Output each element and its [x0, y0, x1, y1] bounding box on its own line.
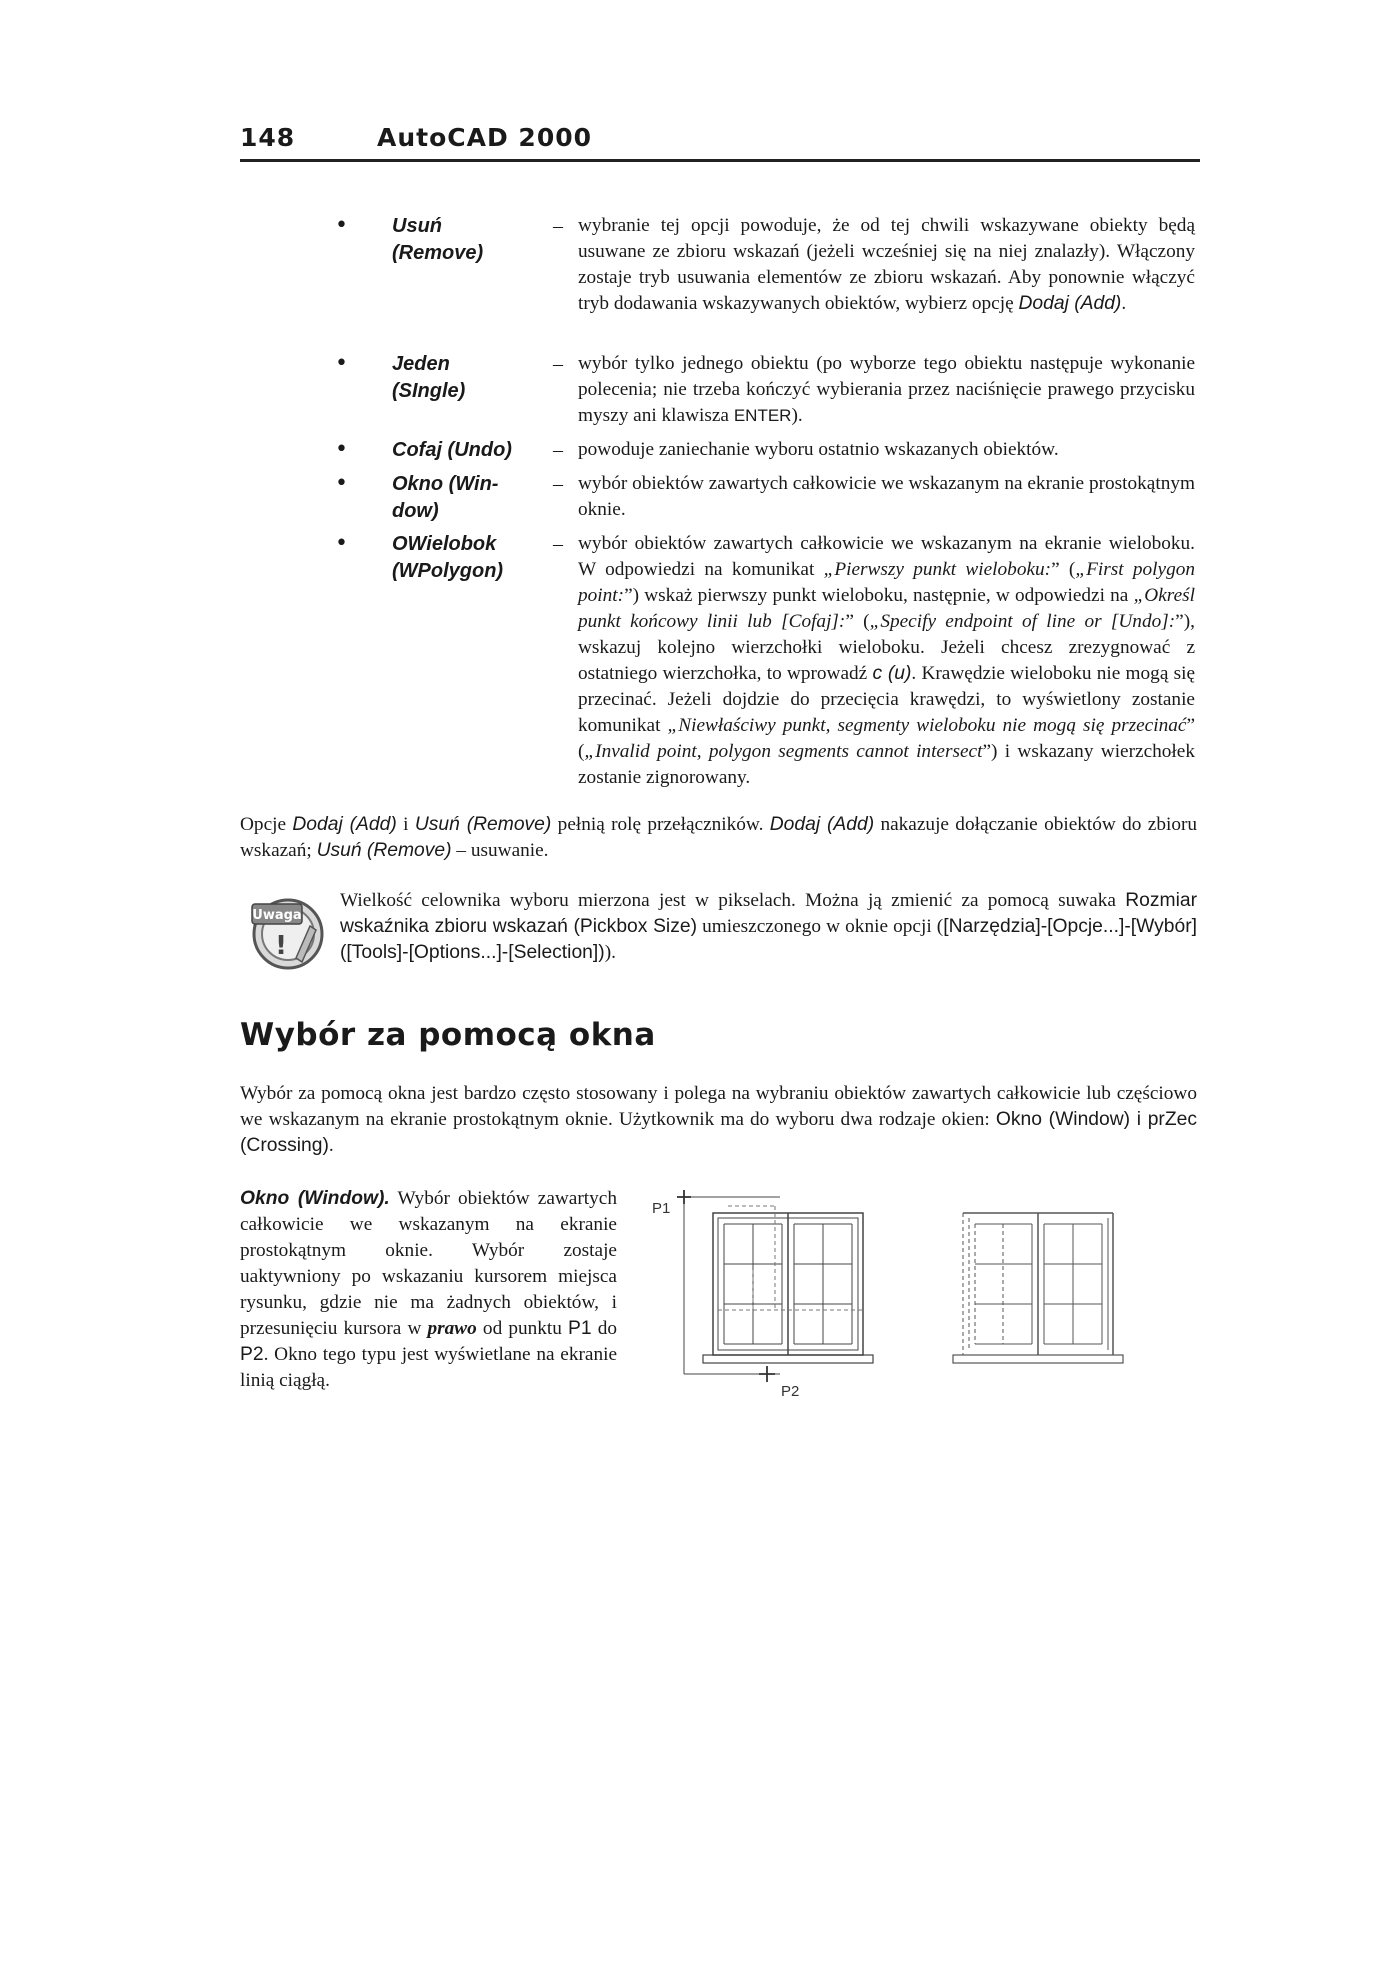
option-list — [335, 213, 1197, 799]
book-title: AutoCAD 2000 — [377, 123, 593, 152]
list-item — [335, 437, 1197, 463]
note-box — [240, 888, 1200, 998]
dash: – — [553, 353, 563, 375]
option-term: OWielobok (WPolygon) — [392, 533, 504, 582]
dashed-window-box — [718, 1206, 865, 1310]
option-description: wybór obiektów zawartych całkowicie we wskazanym na ekranie wieloboku. W odpowiedzi na komunikat „Pierwszy punkt wieloboku:” („First polygon point:”) wskaż pierwszy punkt wieloboku, następnie, w odpowiedzi na „Określ punkt końcowy linii lub [Cofaj]:” („Specify endpoint of line or [Undo]:”), wskazuj kolejno wierzchołki wieloboku. Jeżeli chcesz zrezygnować z ostatniego wierzchołka, to wprowadź c (u). Krawędzie wieloboku nie mogą się przecinać. Jeżeli dojdzie do przecięcia krawędzi, to wyświetlony zostanie komunikat „Niewłaściwy punkt, segmenty wieloboku nie mogą się przecinać” („Invalid point, polygon segments cannot intersect”) i wskazany wierzchołek zostanie zignorowany. — [578, 533, 1196, 788]
dash: – — [553, 215, 563, 237]
option-term: Cofaj (Undo) — [392, 439, 512, 461]
list-item — [335, 351, 1197, 429]
option-description: wybór obiektów zawartych całkowicie we wskazanym na ekranie prostokątnym oknie. — [578, 473, 1195, 520]
warning-icon — [248, 892, 328, 972]
svg-text:!: ! — [275, 931, 287, 961]
option-term: Usuń (Remove) — [392, 215, 484, 264]
list-item — [335, 531, 1197, 791]
bullet: • — [335, 351, 348, 376]
window-drawing-left — [703, 1213, 873, 1363]
label-p2: P2 — [781, 1383, 800, 1400]
window-selection-figure — [640, 1180, 1200, 1400]
label-p1: P1 — [652, 1200, 671, 1217]
dash: – — [553, 533, 563, 555]
option-description: wybranie tej opcji powoduje, że od tej chwili wskazywane obiekty będą usuwane ze zbioru wskazań (jeżeli wcześniej się na niej znalazły). Włączony zostaje tryb usuwania elementów ze zbioru wskazań. Aby ponownie włączyć tryb dodawania wskazywanych obiektów, wybierz opcję Dodaj (Add). — [578, 215, 1195, 314]
page-number: 148 — [240, 123, 296, 152]
window-drawing-right — [953, 1213, 1123, 1363]
paragraph-okno-window: Okno (Window). Wybór obiektów zawartych całkowicie we wskazanym na ekranie prostokątnym oknie. Wybór zostaje uaktywniony po wskazaniu kursorem miejsca rysunku, gdzie nie ma żadnych obiektów, i przesunięciu kursora w prawo od punktu P1 do P2. Okno tego typu jest wyświetlane na ekranie linią ciągłą. — [240, 1188, 617, 1391]
dash: – — [553, 439, 563, 461]
bullet: • — [335, 437, 348, 462]
bullet: • — [335, 531, 348, 556]
paragraph-toggle-options: Opcje Dodaj (Add) i Usuń (Remove) pełnią rolę przełączników. Dodaj (Add) nakazuje dołączanie obiektów do zbioru wskazań; Usuń (Remove) – usuwanie. — [240, 814, 1198, 861]
option-term: Okno (Win- dow) — [392, 473, 499, 522]
bullet: • — [335, 471, 348, 496]
list-item — [335, 471, 1197, 523]
running-header — [240, 123, 1200, 162]
list-item — [335, 213, 1197, 343]
dash: – — [553, 473, 563, 495]
option-description: wybór tylko jednego obiektu (po wyborze tego obiektu następuje wykonanie polecenia; nie trzeba kończyć wybierania przez naciśnięcie prawego przycisku myszy ani klawisza ENTER). — [578, 353, 1195, 426]
paragraph-window-selection: Wybór za pomocą okna jest bardzo często stosowany i polega na wybraniu obiektów zawartych całkowicie lub częściowo we wskazanym na ekranie prostokątnym oknie. Użytkownik ma do wyboru dwa rodzaje okien: Okno (Window) i prZec (Crossing). — [240, 1083, 1197, 1156]
cursor-plus-icon — [677, 1190, 691, 1204]
svg-text:Uwaga: Uwaga — [252, 908, 302, 923]
option-description: powoduje zaniechanie wyboru ostatnio wskazanych obiektów. — [578, 439, 1059, 460]
note-text: Wielkość celownika wyboru mierzona jest w pikselach. Można ją zmienić za pomocą suwaka Rozmiar wskaźnika zbioru wskazań (Pickbox Size) umieszczonego w oknie opcji ([Narzędzia]-[Opcje...]-[Wybór] ([Tools]-[Options...]-[Selection])). — [340, 890, 1197, 963]
cursor-plus-icon — [759, 1366, 775, 1382]
section-heading: Wybór za pomocą okna — [240, 1017, 656, 1053]
option-term: Jeden (SIngle) — [392, 353, 466, 402]
bullet: • — [335, 213, 348, 238]
